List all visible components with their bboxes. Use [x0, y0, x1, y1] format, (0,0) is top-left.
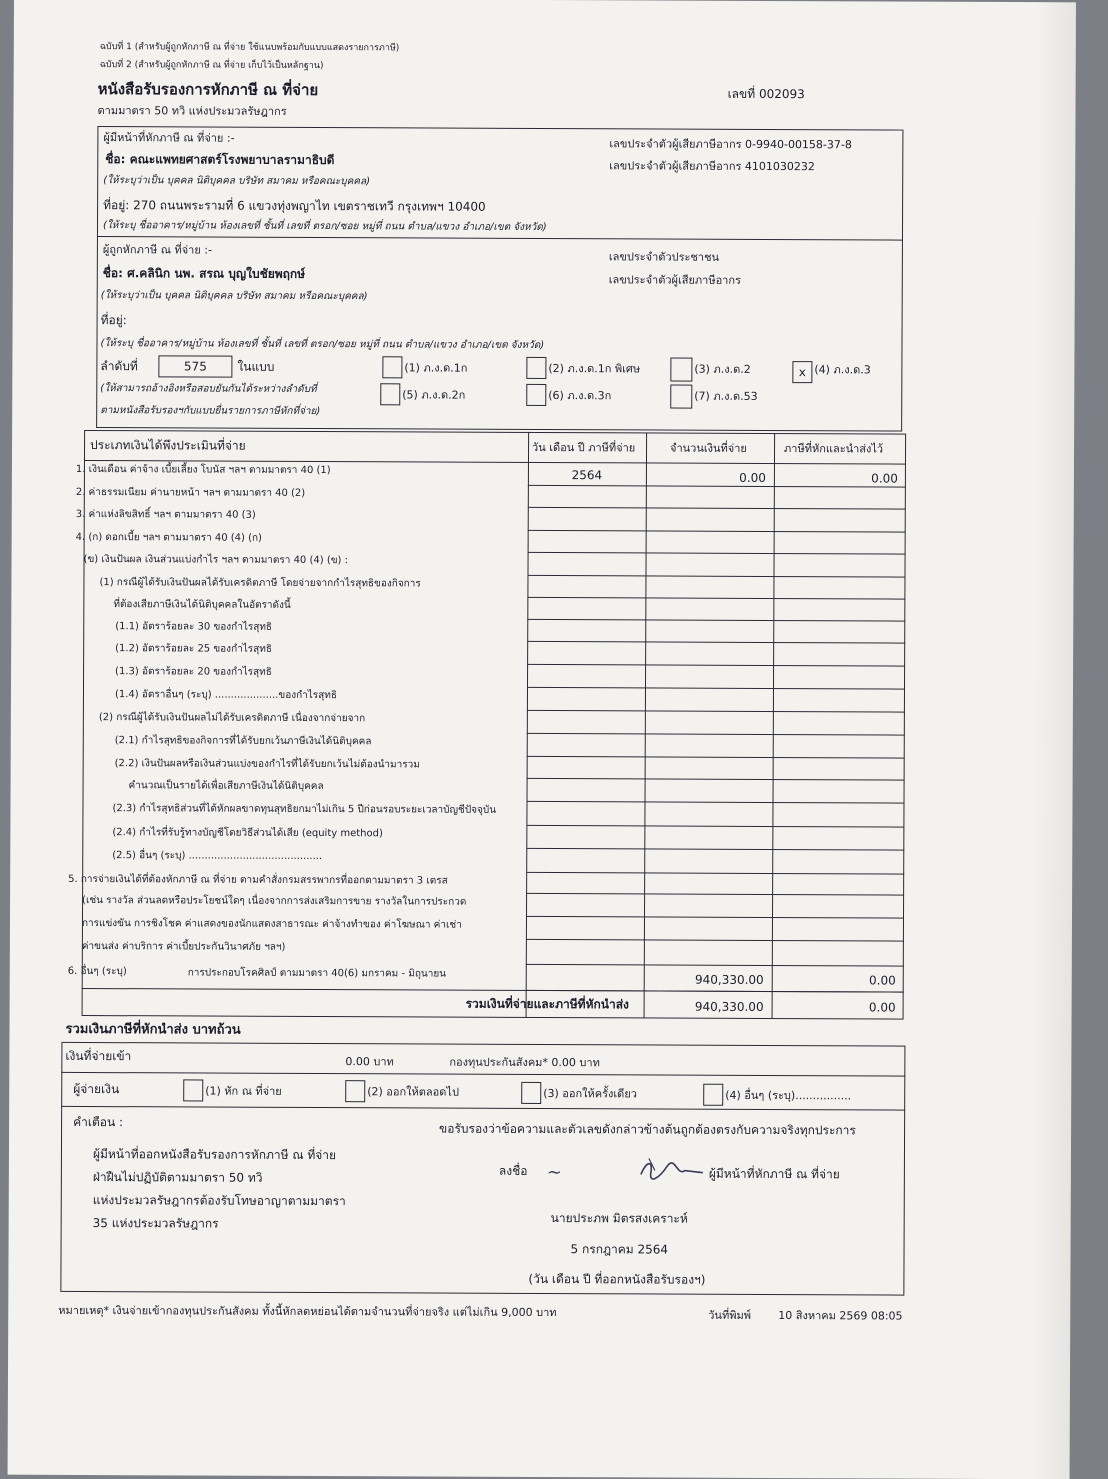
signature-scribble	[637, 1156, 707, 1189]
payer-option-checkbox-1[interactable]	[183, 1079, 203, 1101]
table-cell-date: 2564	[571, 468, 603, 483]
copy1-note: ฉบับที่ 1 (สำหรับผู้ถูกหักภาษี ณ ที่จ่าย ใช้แนบพร้อมกับแบบแสดงรายการภาษี)	[99, 42, 400, 54]
payer-option-label-2: (2) ออกให้ตลอดไป	[367, 1085, 459, 1099]
paid-value: 0.00 บาท	[345, 1055, 394, 1069]
table-row-label: ค่าขนส่ง ค่าบริการ ค่าเบี้ยประกันวินาศภัย ฯลฯ)	[81, 940, 286, 953]
table-row-label: 5. การจ่ายเงินได้ที่ต้องหักภาษี ณ ที่จ่าย ตามคำสั่งกรมสรรพากรที่ออกตามมาตรา 3 เตรส	[68, 873, 448, 887]
table-row-label: (1.2) อัตราร้อยละ 25 ของกำไรสุทธิ	[115, 643, 272, 655]
warning-line-1: ผู้มีหน้าที่ออกหนังสือรับรองการหักภาษี ณ ที่จ่าย	[92, 1147, 337, 1163]
payee-name-hint: (ให้ระบุว่าเป็น บุคคล นิติบุคคล บริษัท สมาคม หรือคณะบุคคล)	[100, 290, 368, 303]
payer-tax-id-2: เลขประจำตัวผู้เสียภาษีอากร 4101030232	[609, 159, 815, 174]
table-header-type: ประเภทเงินได้พึงประเมินที่จ่าย	[90, 438, 246, 453]
table-row-label: 4. (ก) ดอกเบี้ย ฯลฯ ตามมาตรา 40 (4) (ก)	[75, 531, 263, 544]
tax-certificate-page	[8, 0, 1076, 1479]
payer-option-checkbox-3[interactable]	[521, 1082, 541, 1104]
table-row-label: 6. อื่นๆ (ระบุ)	[67, 965, 127, 978]
sequence-hint-2: ตามหนังสือรับรองฯกับแบบยื่นรายการภาษีหักที่จ่าย)	[100, 405, 321, 418]
payer-option-label-4: (4) อื่นๆ (ระบุ)................	[725, 1088, 852, 1103]
payer-option-checkbox-4[interactable]	[703, 1084, 723, 1106]
payer-name: ชื่อ: คณะแพทยศาสตร์โรงพยาบาลรามาธิบดี	[105, 152, 335, 168]
table-row-label: คำนวณเป็นรายได้เพื่อเสียภาษีเงินได้นิติบุคคล	[128, 780, 324, 793]
print-label: วันที่พิมพ์	[708, 1308, 751, 1322]
table-row-label: 2. ค่าธรรมเนียม ค่านายหน้า ฯลฯ ตามมาตรา 40 (2)	[75, 486, 306, 499]
form-label-5: (5) ภ.ง.ด.2ก	[402, 388, 466, 402]
payee-citizen-id: เลขประจำตัวประชาชน	[608, 250, 720, 264]
signature-initials: ~	[546, 1162, 563, 1184]
form-checkbox-5[interactable]	[380, 383, 400, 405]
table-row-label: 1. เงินเดือน ค่าจ้าง เบี้ยเลี้ยง โบนัส ฯลฯ ตามมาตรา 40 (1)	[75, 463, 331, 477]
form-label-6: (6) ภ.ง.ด.3ก	[548, 389, 612, 403]
form-label-2: (2) ภ.ง.ด.1ก พิเศษ	[548, 362, 641, 376]
total-amount: 940,330.00	[694, 999, 764, 1014]
sequence-hint-1: (ให้สามารถอ้างอิงหรือสอบยันกันได้ระหว่างลำดับที่	[100, 383, 317, 396]
table-row-label: (2) กรณีผู้ได้รับเงินปันผลไม่ได้รับเครดิตภาษี เนื่องจากจ่ายจาก	[98, 712, 366, 725]
table-header-tax: ภาษีที่หักและนำส่งไว้	[784, 442, 884, 456]
total-tax: 0.00	[868, 1000, 896, 1015]
payee-name: ชื่อ: ศ.คลินิก นพ. สรณ บุญใบชัยพฤกษ์	[102, 266, 306, 281]
sign-label: ลงชื่อ	[498, 1163, 528, 1178]
table-cell-tax: 0.00	[868, 973, 896, 988]
payer-address-hint: (ให้ระบุ ชื่ออาคาร/หมู่บ้าน ห้องเลขที่ ชั้นที่ เลขที่ ตรอก/ซอย หมู่ที่ ถนน ตำบล/แขวง อำเภอ/เขต จังหวัด)	[102, 220, 547, 234]
payee-address: ที่อยู่:	[100, 313, 127, 328]
table-row-label: (1.4) อัตราอื่นๆ (ระบุ) ....................ของกำไรสุทธิ	[114, 689, 338, 702]
signer-name: นายประภพ มิตรสงเคราะห์	[550, 1211, 688, 1226]
payee-tax-id: เลขประจำตัวผู้เสียภาษีอากร	[608, 273, 741, 287]
copy2-note: ฉบับที่ 2 (สำหรับผู้ถูกหักภาษี ณ ที่จ่าย เก็บไว้เป็นหลักฐาน)	[99, 60, 324, 72]
payee-address-hint: (ให้ระบุ ชื่ออาคาร/หมู่บ้าน ห้องเลขที่ ชั้นที่ เลขที่ ตรอก/ซอย หมู่ที่ ถนน ตำบล/แขวง อำเภอ/เขต จังหวัด)	[100, 338, 545, 351]
total-label: รวมเงินที่จ่ายและภาษีที่หักนำส่ง	[465, 996, 629, 1012]
table-cell-amount: 940,330.00	[694, 972, 764, 987]
document-number: เลขที่ 002093	[727, 86, 805, 102]
form-checkbox-7[interactable]	[670, 385, 692, 409]
form-checkbox-6[interactable]	[526, 384, 546, 406]
table-row-label: (1) กรณีผู้ได้รับเงินปันผลได้รับเครดิตภาษี โดยจ่ายจากกำไรสุทธิของกิจการ	[99, 577, 421, 590]
sequence-label: ลำดับที่	[100, 359, 138, 374]
warning-line-4: 35 แห่งประมวลรัษฎากร	[92, 1216, 219, 1231]
print-date: 10 สิงหาคม 2569 08:05	[778, 1309, 903, 1323]
warning-line-3: แห่งประมวลรัษฎากรต้องรับโทษอาญาตามมาตรา	[92, 1193, 346, 1209]
payee-heading: ผู้ถูกหักภาษี ณ ที่จ่าย :-	[102, 243, 212, 257]
payer-address: ที่อยู่: 270 ถนนพระรามที่ 6 แขวงทุ่งพญาไท เขตราชเทวี กรุงเทพฯ 10400	[103, 198, 486, 214]
social-fund: กองทุนประกันสังคม* 0.00 บาท	[449, 1055, 600, 1070]
form-label-3: (3) ภ.ง.ด.2	[694, 362, 751, 376]
footer-note: หมายเหตุ* เงินจ่ายเข้ากองทุนประกันสังคม ทั้งนี้หักลดหย่อนได้ตามจำนวนที่จ่ายจริง แต่ไม่เกิน 9,000 บาท	[58, 1303, 557, 1320]
warning-heading: คำเตือน :	[73, 1114, 124, 1130]
sequence-value: 575	[183, 359, 207, 374]
table-row-label: (ข) เงินปันผล เงินส่วนแบ่งกำไร ฯลฯ ตามมาตรา 40 (4) (ข) :	[83, 553, 349, 567]
warning-line-2: ฝ่าฝืนไม่ปฏิบัติตามมาตรา 50 ทวิ	[92, 1170, 263, 1185]
payer-option-checkbox-2[interactable]	[345, 1080, 365, 1102]
form-label-4: (4) ภ.ง.ด.3	[814, 363, 871, 377]
law-reference: ตามมาตรา 50 ทวิ แห่งประมวลรัษฎากร	[97, 104, 287, 118]
sign-role: ผู้มีหน้าที่หักภาษี ณ ที่จ่าย	[708, 1166, 840, 1182]
table-row-label: (2.1) กำไรสุทธิของกิจการที่ได้รับยกเว้นภาษีเงินได้นิติบุคคล	[114, 735, 372, 748]
sign-date: 5 กรกฎาคม 2564	[570, 1242, 669, 1257]
payer-option-label-3: (3) ออกให้ครั้งเดียว	[543, 1087, 638, 1101]
form-checkbox-4[interactable]: x	[792, 361, 812, 383]
payer-name-hint: (ให้ระบุว่าเป็น บุคคล นิติบุคคล บริษัท สมาคม หรือคณะบุคคล)	[103, 175, 371, 188]
table-row-label: (เช่น รางวัล ส่วนลดหรือประโยชน์ใดๆ เนื่องจากการส่งเสริมการขาย รางวัลในการประกวด	[82, 894, 467, 908]
table-row-label: (2.3) กำไรสุทธิส่วนที่ได้หักผลขาดทุนสุทธิยกมาไม่เกิน 5 ปีก่อนรอบระยะเวลาบัญชีปัจจุบัน	[112, 803, 497, 816]
table-row-label: ที่ต้องเสียภาษีเงินได้นิติบุคคลในอัตราดังนี้	[113, 599, 291, 611]
table-row-label: (1.3) อัตราร้อยละ 20 ของกำไรสุทธิ	[115, 666, 272, 678]
form-label-7: (7) ภ.ง.ด.53	[694, 389, 758, 403]
payer-tax-id: เลขประจำตัวผู้เสียภาษีอากร 0-9940-00158-37-8	[609, 137, 852, 152]
table-row-label: 3. ค่าแห่งลิขสิทธิ์ ฯลฯ ตามมาตรา 40 (3)	[75, 508, 256, 521]
form-checkbox-2[interactable]	[526, 357, 546, 379]
date-hint: (วัน เดือน ปี ที่ออกหนังสือรับรองฯ)	[528, 1271, 706, 1287]
table-row-label: (2.2) เงินปันผลหรือเงินส่วนแบ่งของกำไรที่ได้รับยกเว้นไม่ต้องนำมารวม	[114, 758, 420, 771]
certify-statement: ขอรับรองว่าข้อความและตัวเลขดังกล่าวข้างต้นถูกต้องตรงกับความจริงทุกประการ	[439, 1121, 856, 1138]
table-header-date: วัน เดือน ปี ภาษีที่จ่าย	[532, 440, 636, 455]
document-title: หนังสือรับรองการหักภาษี ณ ที่จ่าย	[97, 80, 319, 100]
payer-heading: ผู้มีหน้าที่หักภาษี ณ ที่จ่าย :-	[103, 131, 235, 145]
payer-option-label-1: (1) หัก ณ ที่จ่าย	[205, 1084, 282, 1098]
tax-words-label: รวมเงินภาษีที่หักนำส่ง บาทถ้วน	[65, 1021, 241, 1038]
table-row-label: การแข่งขัน การชิงโชค ค่าแสดงของนักแสดงสาธารณะ ค่าจ้างทำของ ค่าโฆษณา ค่าเช่า	[81, 917, 462, 931]
paid-label: เงินที่จ่ายเข้า	[65, 1048, 132, 1064]
form-checkbox-3[interactable]	[670, 358, 692, 382]
form-checkbox-1[interactable]	[382, 356, 402, 378]
table-row-label: (2.4) กำไรที่รับรู้ทางบัญชีโดยวิธีส่วนได้เสีย (equity method)	[112, 827, 383, 840]
table-cell-tax: 0.00	[871, 471, 898, 486]
form-label-1: (1) ภ.ง.ด.1ก	[404, 361, 468, 375]
table-row-label: (1.1) อัตราร้อยละ 30 ของกำไรสุทธิ	[115, 621, 273, 633]
table-row-label: (2.5) อื่นๆ (ระบุ) ..........................................	[112, 850, 323, 863]
payer-type-label: ผู้จ่ายเงิน	[73, 1081, 120, 1097]
signature-icon	[637, 1156, 707, 1184]
table-cell-amount: 0.00	[739, 470, 766, 485]
table-header-amount: จำนวนเงินที่จ่าย	[670, 441, 747, 455]
page-shadow	[1030, 2, 1076, 1479]
sequence-unit: ในแบบ	[237, 359, 275, 374]
row6-detail: การประกอบโรคศิลป์ ตามมาตรา 40(6) มกราคม - มิถุนายน	[187, 967, 447, 980]
